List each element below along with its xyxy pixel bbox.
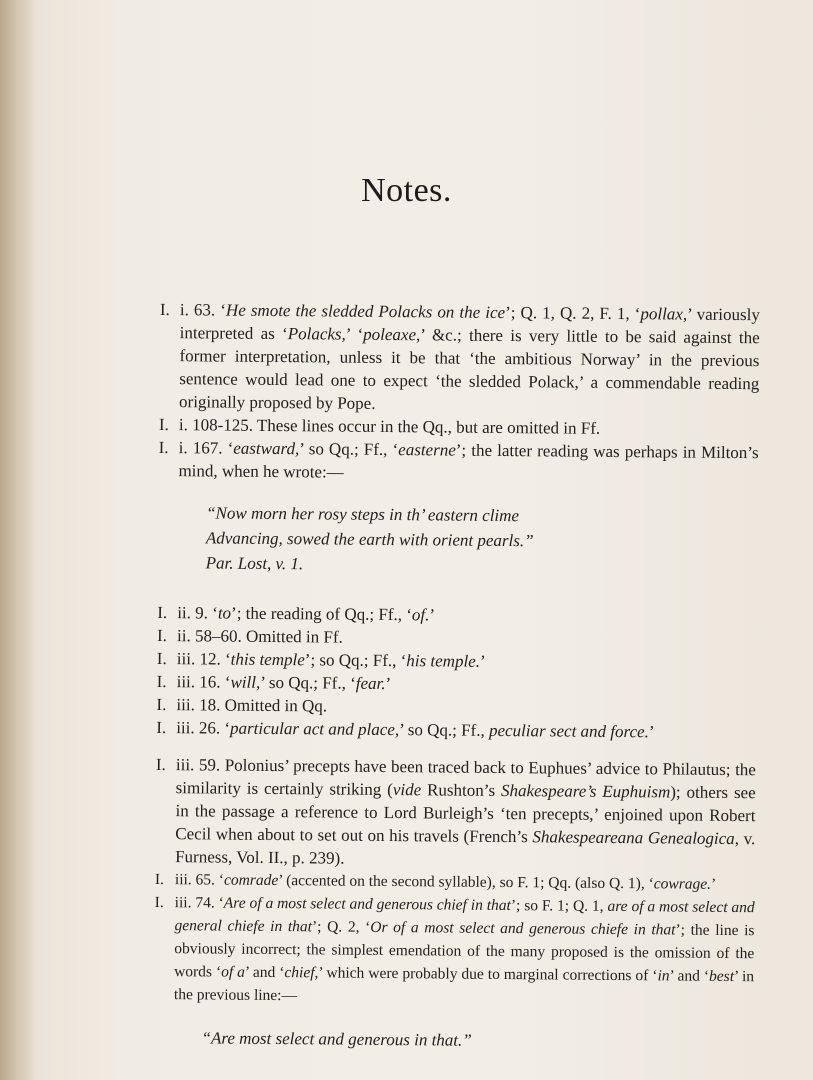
closing-quote: “Are most select and generous in that.” [201, 1028, 472, 1050]
italic-quote: chief, [284, 964, 319, 982]
italic-quote: of a [221, 963, 246, 981]
italic-quote: Shakespeareana Genealogica [532, 827, 735, 849]
note-text: i. 167. ‘eastward,’ so Qq.; Ff., ‘easterne’; the latter reading was perhaps in Milton’s mind, when he wrote:— [178, 438, 759, 482]
italic-quote: comrade [223, 871, 279, 890]
note-entry [159, 298, 760, 418]
note-entry [158, 436, 758, 487]
note-text: i. 63. ‘He smote the sledded Polacks on the ice’; Q. 1, Q. 2, F. 1, ‘pollax,’ variously interpreted as ‘Polacks,’ ‘poleaxe,’ &c.; there is very little to be said against the former interpretation, unless it be that ‘the ambitious Norway’ in the previous sentence would lead one to expect ‘the sledded Polack,’ a commendable reading originally proposed by Pope. [179, 300, 760, 413]
note-act-ref: I. [157, 602, 168, 623]
italic-quote: Are of a most select and generous chief in that [223, 894, 511, 915]
note-act-ref: I. [154, 870, 165, 889]
italic-quote: are of a most select and general chiefe in that [174, 897, 755, 936]
note-act-ref: I. [158, 437, 169, 458]
italic-quote: eastward, [233, 438, 300, 459]
note-text: iii. 26. ‘particular act and place,’ so Qq.; Ff., peculiar sect and force.’ [176, 718, 655, 742]
italic-quote: Polacks, [287, 324, 346, 344]
italic-quote: pollax, [640, 304, 688, 324]
notes-group-a [158, 298, 760, 487]
italic-quote: Shakespeare’s Euphuism [500, 780, 671, 802]
note-text: ii. 9. ‘to’; the reading of Qq.; Ff., ‘of.’ [177, 603, 436, 625]
italic-quote: best [709, 967, 735, 986]
note-act-ref: I. [156, 648, 167, 669]
note-text: iii. 18. Omitted in Qq. [176, 695, 328, 716]
note-act-ref: I. [159, 299, 170, 320]
note-text: iii. 59. Polonius’ precepts have been traced back to Euphues’ advice to Philautus; the similarity is certainly striking (vide Rushton’s Shakespeare’s Euphuism); others see in the passage a reference to Lord Burleigh’s ‘ten precepts,’ enjoined upon Robert Cecil when about to set out on his travels (French’s Shakespeareana Genealogica, v. Furness, Vol. II., p. 239). [175, 755, 756, 868]
quote-citation: Par. Lost, v. 1. [205, 553, 304, 574]
note-act-ref: I. [155, 754, 166, 775]
note-act-ref: I. [156, 625, 168, 646]
italic-quote: to [217, 603, 232, 623]
italic-quote: in [657, 967, 670, 985]
quote-line: Advancing, sowed the earth with orient pearls.” [205, 528, 534, 551]
italic-quote: easterne [398, 440, 456, 460]
note-text: ii. 58–60. Omitted in Ff. [176, 626, 343, 647]
note-entry [154, 891, 755, 1011]
italic-quote: poleaxe, [363, 324, 421, 345]
italic-quote: his temple. [406, 651, 481, 671]
italic-quote: will, [230, 672, 261, 692]
italic-quote: particular act and place, [230, 718, 400, 740]
note-act-ref: I. [154, 893, 164, 912]
italic-quote: this temple [230, 649, 305, 670]
note-act-ref: I. [156, 717, 167, 738]
notes-group-c [154, 753, 756, 1011]
italic-quote: cowrage. [653, 875, 712, 893]
notes-group-b [156, 601, 757, 744]
note-act-ref: I. [156, 694, 167, 715]
italic-quote: Or of a most select and generous chiefe in that [370, 918, 676, 939]
italic-quote: He smote the sledded Polacks on the ice [225, 300, 506, 323]
note-entry [155, 753, 756, 873]
note-act-ref: I. [158, 414, 169, 435]
note-text: i. 108-125. These lines occur in the Qq., but are omitted in Ff. [178, 415, 601, 438]
italic-quote: vide [392, 780, 422, 800]
italic-quote: fear. [355, 673, 386, 693]
book-gutter-shadow [0, 0, 34, 1080]
note-text: iii. 12. ‘this temple’; so Qq.; Ff., ‘his temple.’ [176, 649, 486, 671]
note-text: iii. 65. ‘comrade’ (accented on the second syllable), so F. 1; Qq. (also Q. 1), ‘cowrage.’ [174, 871, 717, 893]
note-act-ref: I. [156, 671, 167, 692]
note-text: iii. 74. ‘Are of a most select and generous chief in that’; so F. 1; Q. 1, are of a most select and general chiefe in that’; Q. 2, ‘Or of a most select and generous chiefe in that’; the line is obviously incorrect; the simplest emendation of the many proposed is the omission of the words ‘of a’ and ‘chief,’ which were probably due to marginal corrections of ‘in’ and ‘best’ in the previous line:— [173, 894, 755, 1005]
note-text: iii. 16. ‘will,’ so Qq.; Ff., ‘fear.’ [176, 672, 392, 694]
quote-line: “Now morn her rosy steps in th’ eastern clime [206, 503, 520, 526]
page-title: Notes. [361, 172, 452, 209]
italic-quote: of. [411, 605, 430, 625]
notes-content [153, 298, 760, 1054]
block-quote [206, 500, 759, 580]
italic-quote: peculiar sect and force. [488, 720, 649, 742]
